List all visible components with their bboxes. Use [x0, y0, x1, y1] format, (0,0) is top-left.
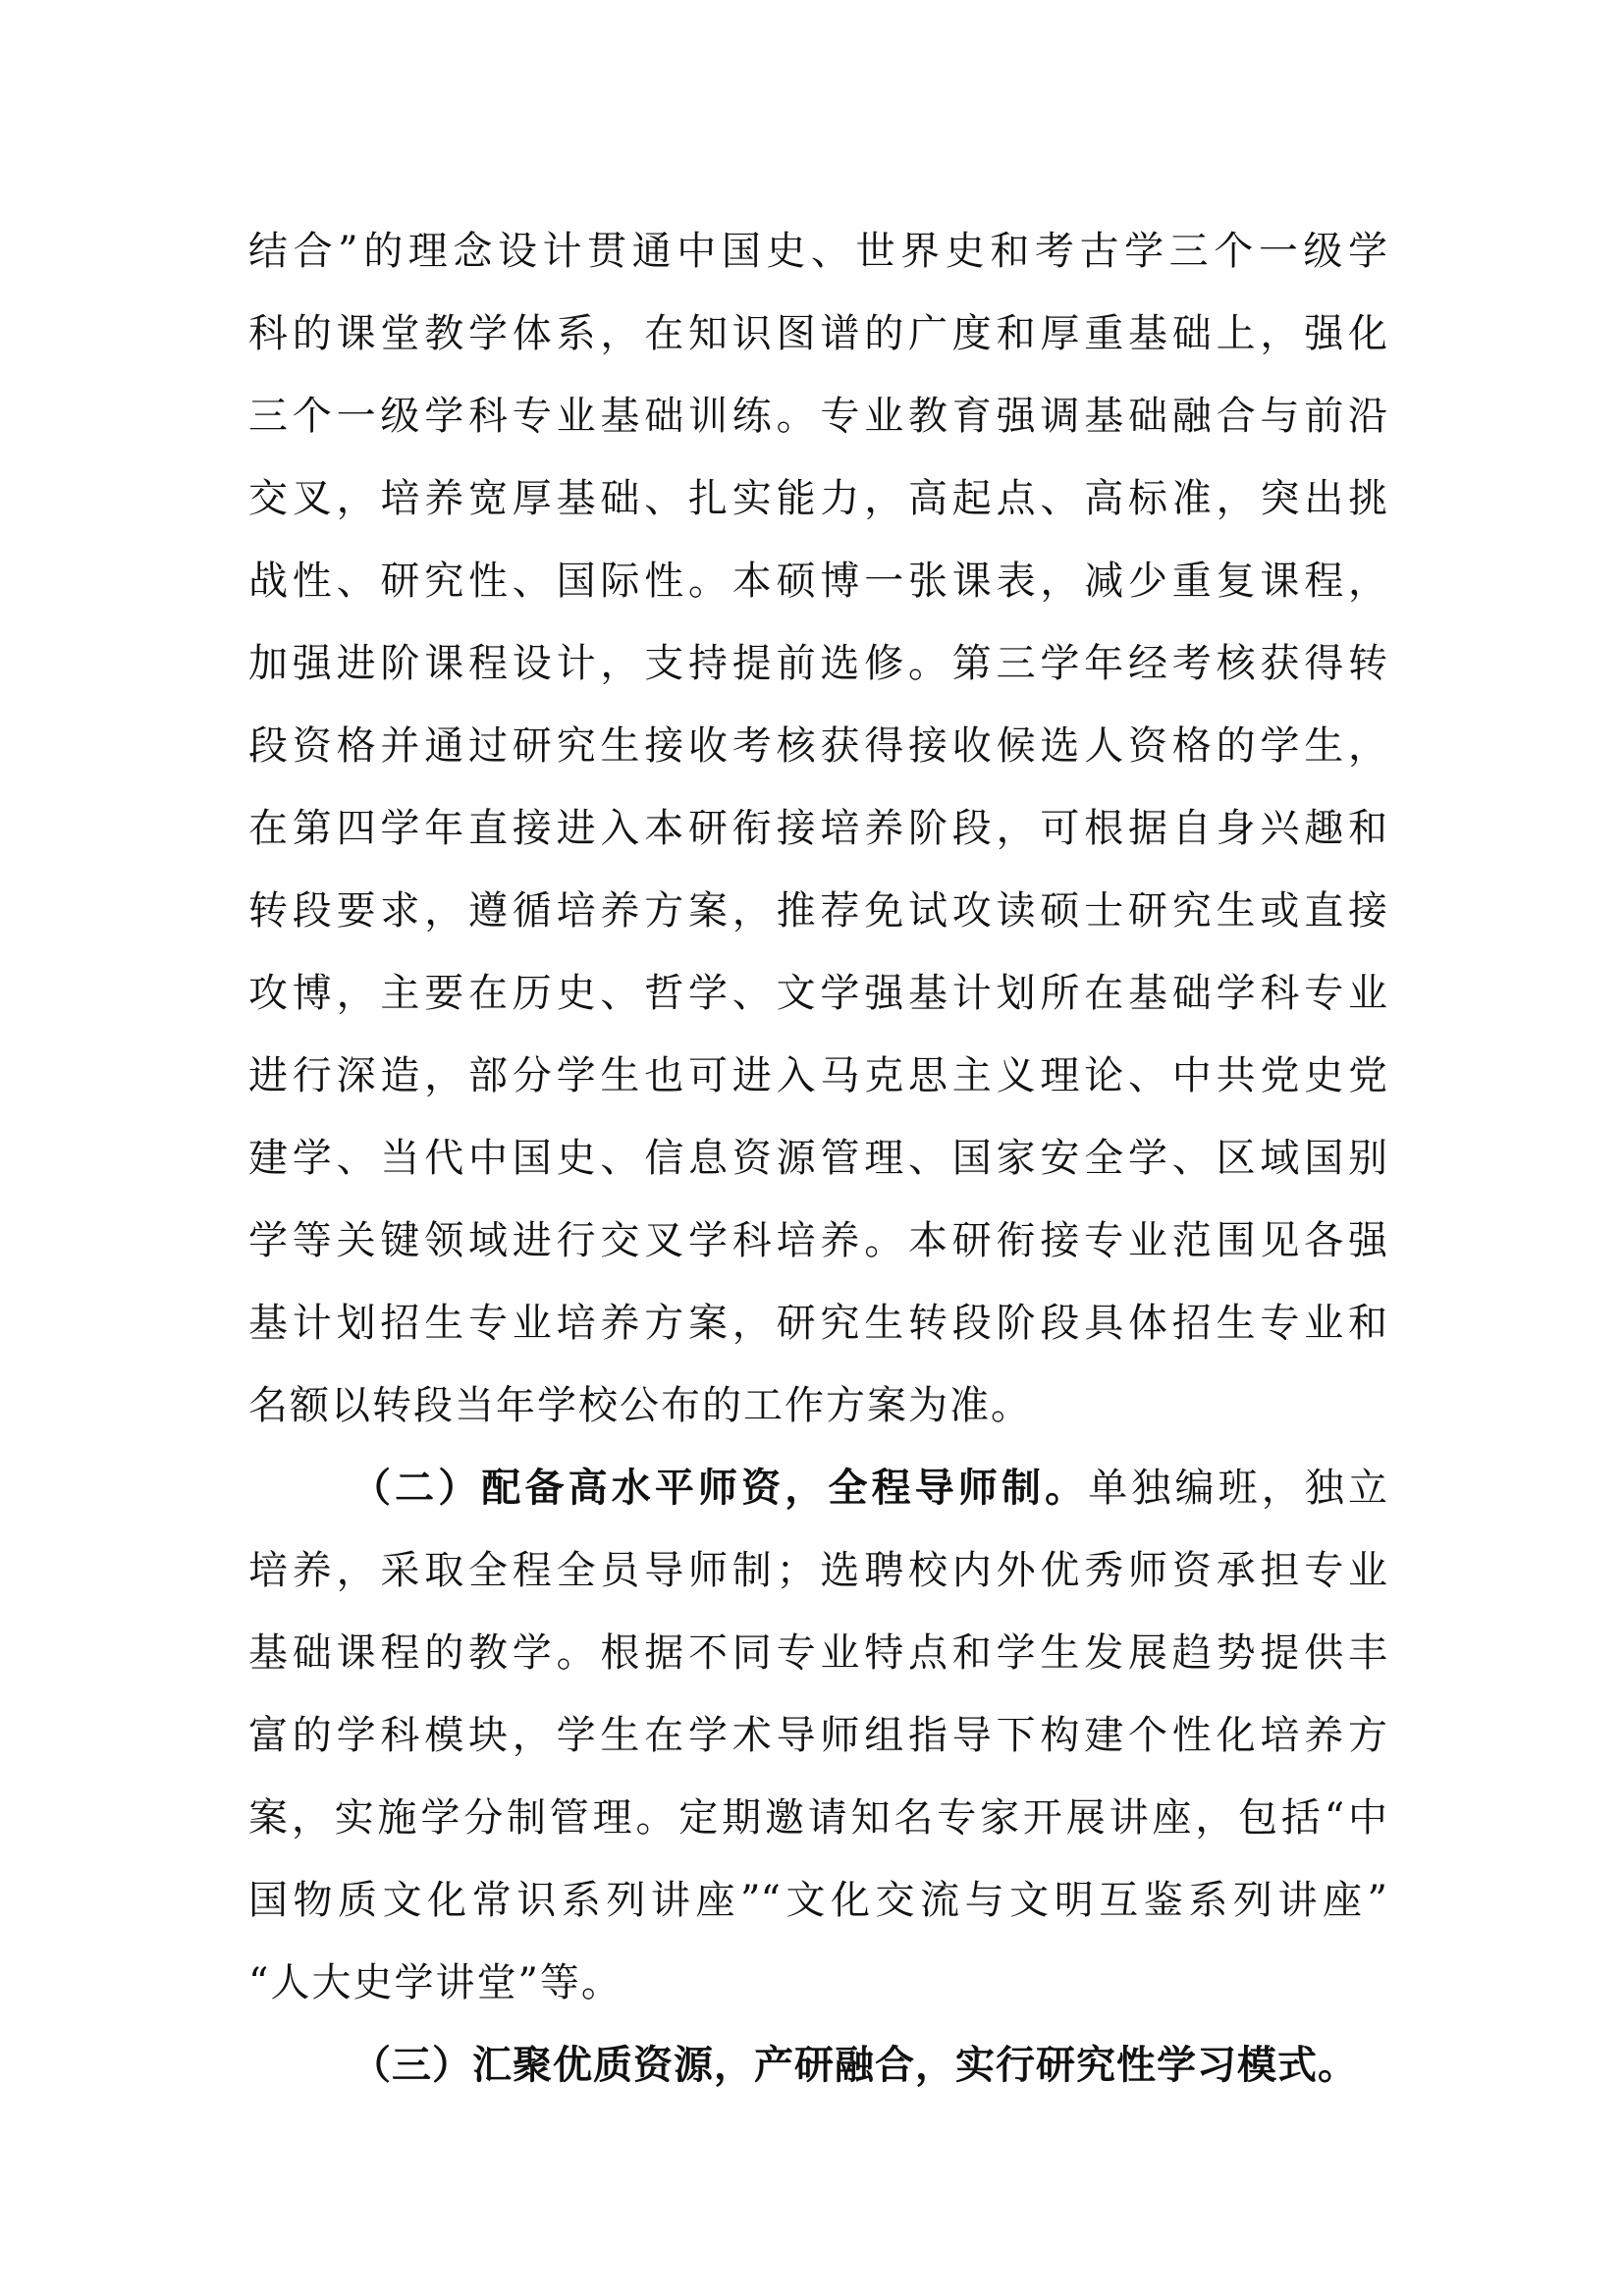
paragraph-line: 基础课程的教学。根据不同专业特点和学生发展趋势提供丰 [248, 1630, 1387, 1676]
paragraph-line: 段资格并通过研究生接收考核获得接收候选人资格的学生， [248, 723, 1387, 769]
paragraph-line: 在第四学年直接进入本研衔接培养阶段，可根据自身兴趣和 [248, 806, 1387, 851]
section-3-heading: （三）汇聚优质资源，产研融合，实行研究性学习模式。 [352, 2042, 1358, 2088]
paragraph-line: 加强进阶课程设计，支持提前选修。第三学年经考核获得转 [248, 641, 1387, 686]
paragraph-line: 结合”的理念设计贯通中国史、世界史和考古学三个一级学 [248, 229, 1387, 274]
paragraph-line: 攻博，主要在历史、哲学、文学强基计划所在基础学科专业 [248, 971, 1387, 1016]
section-2-first-line-text: 单独编班，独立 [1088, 1466, 1388, 1511]
paragraph-line: 培养，采取全程全员导师制；选聘校内外优秀师资承担专业 [248, 1548, 1387, 1593]
paragraph-last-line: 名额以转段当年学校公布的工作方案为准。 [248, 1383, 1032, 1428]
document-body [248, 210, 1387, 2107]
paragraph-line: 三个一级学科专业基础训练。专业教育强调基础融合与前沿 [248, 394, 1387, 439]
paragraph-line: 交叉，培养宽厚基础、扎实能力，高起点、高标准，突出挑 [248, 476, 1387, 521]
section-2-heading: （二）配备高水平师资，全程导师制。 [352, 1465, 1089, 1511]
paragraph-line: 战性、研究性、国际性。本硕博一张课表，减少重复课程， [248, 559, 1387, 604]
paragraph-line: 科的课堂教学体系，在知识图谱的广度和厚重基础上，强化 [248, 311, 1387, 356]
paragraph-line: 案，实施学分制管理。定期邀请知名专家开展讲座，包括“中 [248, 1795, 1387, 1841]
paragraph-line: 基计划招生专业培养方案，研究生转段阶段具体招生专业和 [248, 1301, 1387, 1346]
paragraph-line: 进行深造，部分学生也可进入马克思主义理论、中共党史党 [248, 1053, 1387, 1098]
paragraph-line: 转段要求，遵循培养方案，推荐免试攻读硕士研究生或直接 [248, 888, 1387, 934]
paragraph-line: 建学、当代中国史、信息资源管理、国家安全学、区域国别 [248, 1136, 1387, 1181]
paragraph-line: 学等关键领域进行交叉学科培养。本研衔接专业范围见各强 [248, 1218, 1387, 1263]
section-2-first-line [248, 1447, 1387, 1529]
paragraph-line: 国物质文化常识系列讲座”“文化交流与文明互鉴系列讲座” [248, 1878, 1387, 1923]
paragraph-line: 富的学科模块，学生在学术导师组指导下构建个性化培养方 [248, 1713, 1387, 1758]
paragraph-last-line: “人大史学讲堂”等。 [248, 1960, 623, 2005]
